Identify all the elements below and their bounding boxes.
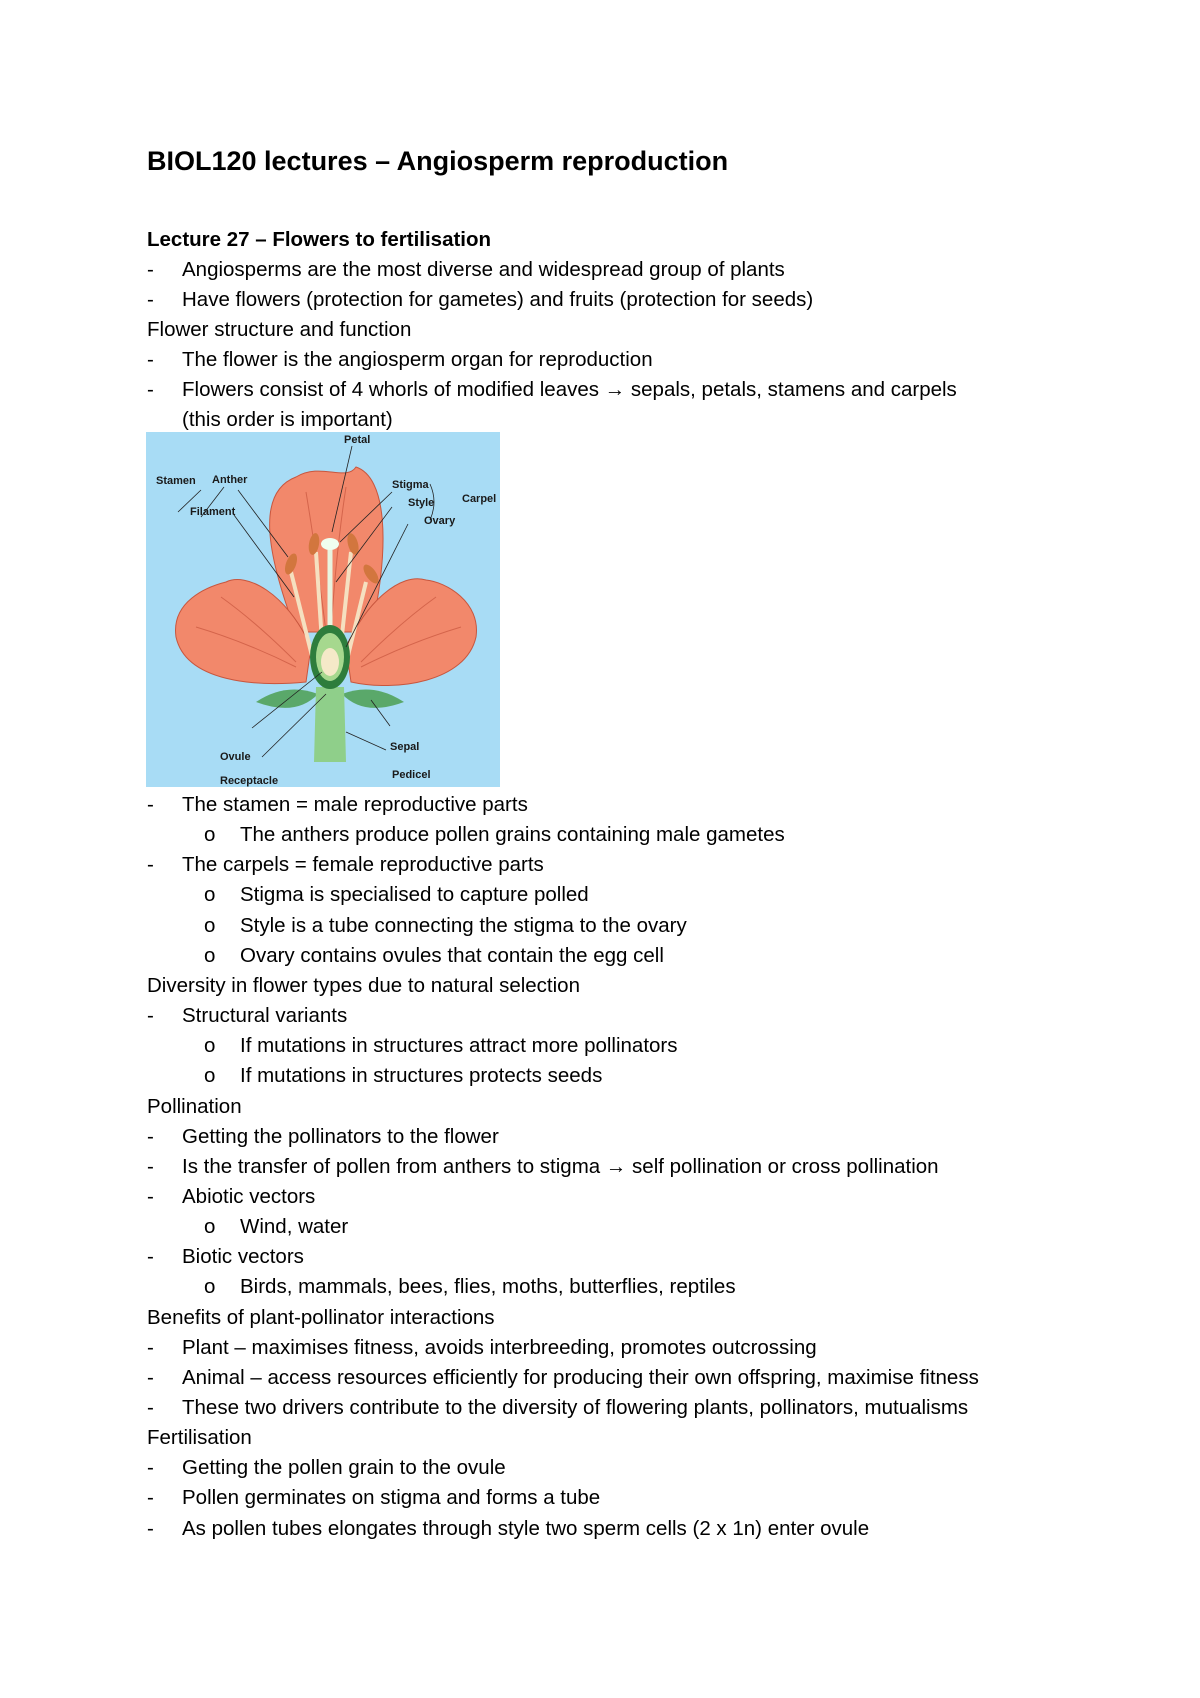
- line-text: Biotic vectors: [182, 1245, 304, 1269]
- bullet-circle: o: [204, 823, 216, 847]
- line-text: As pollen tubes elongates through style two sperm cells (2 x 1n) enter ovule: [182, 1516, 870, 1540]
- label-style: Style: [408, 497, 435, 509]
- bullet-item: [147, 1333, 817, 1363]
- line-text: If mutations in structures protects seeds: [240, 1064, 603, 1088]
- bullet-dash: -: [147, 348, 154, 371]
- line-text: Pollination: [147, 1094, 242, 1118]
- bullet-item: [147, 1182, 316, 1212]
- bullet-item: [147, 1242, 304, 1272]
- line-text: Getting the pollen grain to the ovule: [182, 1456, 506, 1480]
- line-text: Wind, water: [240, 1215, 349, 1239]
- sub-bullet-item: [204, 1272, 736, 1302]
- label-petal: Petal: [344, 434, 371, 446]
- line-text: Benefits of plant-pollinator interactions: [147, 1305, 495, 1329]
- label-stamen: Stamen: [156, 475, 196, 487]
- line-text: Flowers consist of 4 whorls of modified leaves → sepals, petals, stamens and carpels: [182, 378, 957, 401]
- bullet-dash: -: [147, 853, 154, 877]
- bullet-dash: -: [147, 378, 154, 401]
- label-ovule: Ovule: [220, 751, 251, 763]
- line-text: Lecture 27 – Flowers to fertilisation: [147, 228, 492, 251]
- sub-bullet-item: [204, 941, 664, 971]
- sub-bullet-item: [204, 911, 687, 941]
- line-text: Plant – maximises fitness, avoids interbreeding, promotes outcrossing: [182, 1335, 817, 1359]
- bullet-dash: -: [147, 1486, 154, 1510]
- sub-bullet-item: [204, 1031, 678, 1061]
- label-pedicel: Pedicel: [392, 769, 431, 781]
- bullet-item: [147, 1393, 969, 1423]
- line-text: The stamen = male reproductive parts: [182, 793, 528, 816]
- line-text: Ovary contains ovules that contain the egg cell: [240, 943, 664, 967]
- bullet-dash: -: [147, 288, 154, 311]
- bullet-dash: -: [147, 1154, 154, 1178]
- line-text: Birds, mammals, bees, flies, moths, butterflies, reptiles: [240, 1275, 736, 1299]
- line-text: Pollen germinates on stigma and forms a tube: [182, 1486, 601, 1510]
- bullet-circle: o: [204, 1215, 216, 1239]
- label-ovary: Ovary: [424, 515, 456, 527]
- bullet-dash: -: [147, 1396, 154, 1419]
- section-heading: [147, 1092, 242, 1122]
- ovule-shape: [321, 648, 339, 676]
- bullet-dash: -: [147, 1124, 154, 1148]
- label-stigma: Stigma: [392, 479, 429, 491]
- line-text: Is the transfer of pollen from anthers to stigma → self pollination or cross pollination: [182, 1154, 939, 1178]
- section-heading: [147, 225, 491, 255]
- bullet-dash: -: [147, 1335, 154, 1359]
- bullet-circle: o: [204, 1034, 216, 1058]
- bullet-item: [147, 375, 957, 405]
- flower-diagram: [146, 432, 500, 787]
- line-text: Angiosperms are the most diverse and widespread group of plants: [182, 258, 785, 281]
- bullet-circle: o: [204, 913, 216, 937]
- bullet-dash: -: [147, 1365, 154, 1389]
- line-text: These two drivers contribute to the diversity of flowering plants, pollinators, mutualisms: [182, 1396, 969, 1419]
- section-heading: [147, 971, 580, 1001]
- bullet-item: [147, 1453, 506, 1483]
- pedicel-shape: [314, 687, 346, 762]
- section-heading: [147, 315, 411, 345]
- bullet-item: [147, 285, 814, 315]
- line-text: Diversity in flower types due to natural selection: [147, 973, 580, 997]
- label-anther: Anther: [212, 474, 248, 486]
- bullet-item: [147, 1152, 939, 1182]
- bullet-item: [147, 1363, 979, 1393]
- line-text: Style is a tube connecting the stigma to the ovary: [240, 913, 687, 937]
- label-filament: Filament: [190, 506, 236, 518]
- line-text: Getting the pollinators to the flower: [182, 1124, 499, 1148]
- line-text: Abiotic vectors: [182, 1184, 316, 1208]
- line-text: Fertilisation: [147, 1426, 252, 1450]
- document-title: BIOL120 lectures – Angiosperm reproduction: [147, 146, 729, 176]
- sub-bullet-item: [204, 820, 785, 850]
- line-text: Flower structure and function: [147, 318, 412, 341]
- sub-bullet-item: [204, 1061, 603, 1091]
- line-text: Structural variants: [182, 1004, 348, 1028]
- bullet-item: [147, 850, 544, 880]
- bullet-dash: -: [147, 1456, 154, 1480]
- line-text: The carpels = female reproductive parts: [182, 853, 544, 877]
- line-text: Animal – access resources efficiently for producing their own offspring, maximise fitness: [182, 1365, 979, 1389]
- bullet-dash: -: [147, 1516, 154, 1540]
- label-sepal: Sepal: [390, 741, 420, 753]
- line-text: Stigma is specialised to capture polled: [240, 883, 589, 907]
- bullet-item: [182, 405, 393, 435]
- bullet-dash: -: [147, 1245, 154, 1269]
- line-text: The anthers produce pollen grains containing male gametes: [240, 823, 785, 847]
- sub-bullet-item: [204, 1212, 349, 1242]
- bullet-dash: -: [147, 258, 154, 281]
- label-receptacle: Receptacle: [220, 775, 279, 787]
- section-heading: [147, 1423, 252, 1453]
- sub-bullet-item: [204, 880, 589, 910]
- bullet-item: [147, 1483, 601, 1513]
- bullet-dash: -: [147, 1004, 154, 1028]
- bullet-item: [147, 255, 785, 285]
- bullet-item: [147, 1001, 348, 1031]
- bullet-circle: o: [204, 1275, 216, 1299]
- bullet-circle: o: [204, 883, 216, 907]
- line-text: Have flowers (protection for gametes) and fruits (protection for seeds): [182, 288, 814, 311]
- bullet-item: [147, 345, 653, 375]
- bullet-item: [147, 1514, 870, 1544]
- label-carpel: Carpel: [462, 493, 497, 505]
- bullet-circle: o: [204, 1064, 216, 1088]
- bullet-circle: o: [204, 943, 216, 967]
- bullet-item: [147, 1122, 499, 1152]
- bullet-dash: -: [147, 793, 154, 816]
- line-text: (this order is important): [182, 408, 393, 431]
- flower-diagram-svg: [146, 432, 500, 787]
- bullet-item: [147, 790, 528, 820]
- section-heading: [147, 1303, 495, 1333]
- line-text: If mutations in structures attract more pollinators: [240, 1034, 678, 1058]
- line-text: The flower is the angiosperm organ for reproduction: [182, 348, 653, 371]
- stigma-shape: [321, 538, 339, 550]
- bullet-dash: -: [147, 1184, 154, 1208]
